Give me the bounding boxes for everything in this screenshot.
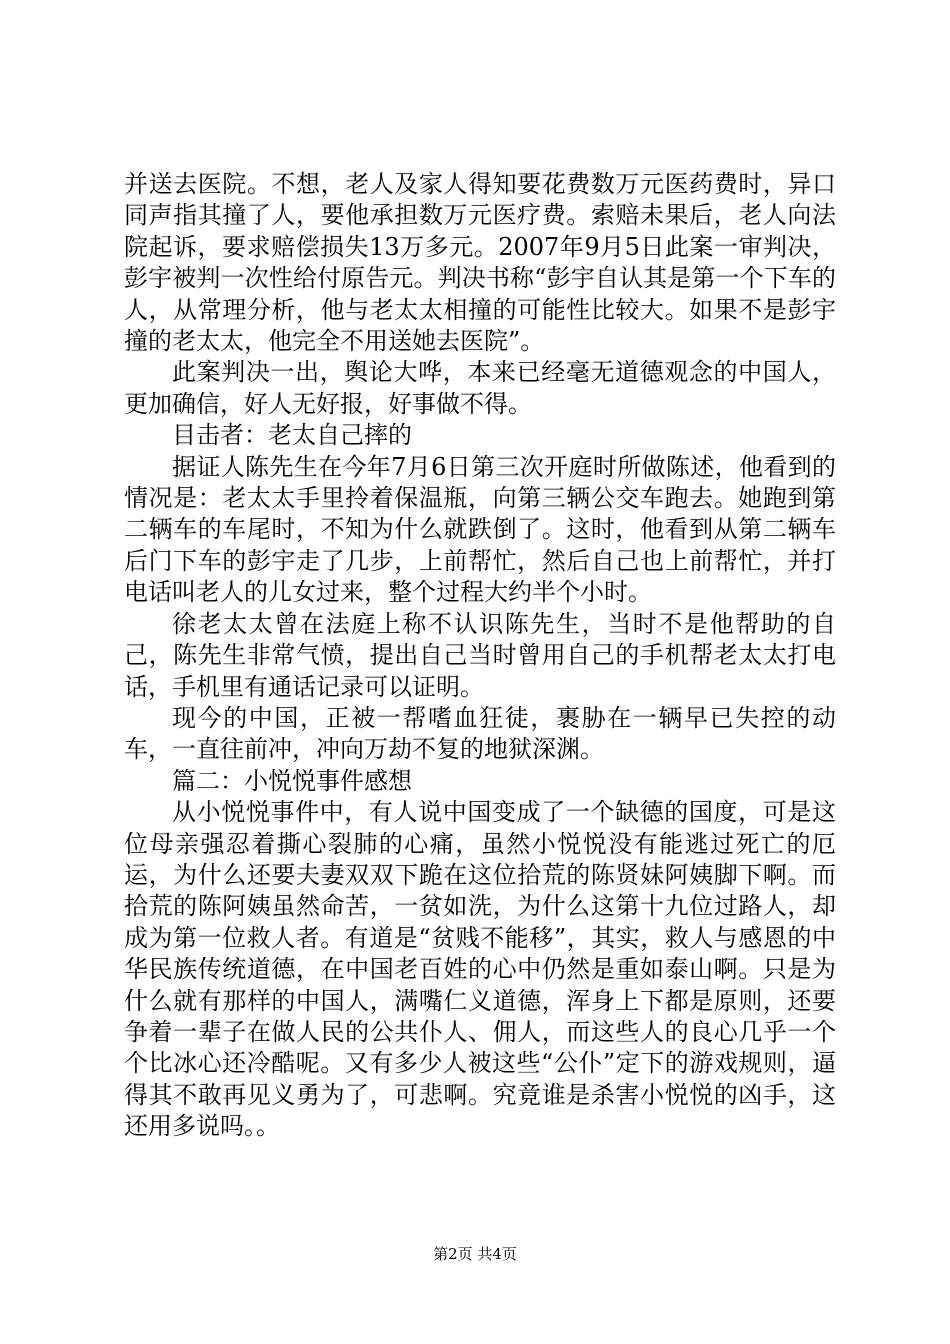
paragraph-court-dispute: 徐老太太曾在法庭上称不认识陈先生，当时不是他帮助的自己，陈先生非常气愤，提出自己当时曾用自己的手机帮老太太打电话，手机里有通话记录可以证明。 [124, 609, 836, 701]
paragraph-xiaoyueyue: 从小悦悦事件中，有人说中国变成了一个缺德的国度，可是这位母亲强忍着撕心裂肺的心痛，虽然小悦悦没有能逃过死亡的厄运，为什么还要夫妻双双下跪在这位拾荒的陈贤妹阿姨脚下啊。而拾荒的陈阿姨虽然命苦，一贫如洗，为什么这第十九位过路人，却成为第一位救人者。有道是“贫贱不能移”，其实，救人与感恩的中华民族传统道德，在中国老百姓的心中仍然是重如泰山啊。只是为什么就有那样的中国人，满嘴仁义道德，浑身上下都是原则，还要争着一辈子在做人民的公共仆人、佣人，而这些人的良心几乎一个个比冰心还冷酷呢。又有多少人被这些“公仆”定下的游戏规则，逼得其不敢再见义勇为了，可悲啊。究竟谁是杀害小悦悦的凶手，这还用多说吗。。 [124, 798, 836, 1141]
page-footer: 第2页 共4页 [433, 1245, 517, 1263]
document-body [124, 169, 836, 1143]
section-heading-witness: 目击者：老太自己摔的 [172, 421, 412, 450]
section-heading-part-two: 篇二：小悦悦事件感想 [172, 766, 412, 795]
paragraph-witness-statement: 据证人陈先生在今年7月6日第三次开庭时所做陈述，他看到的情况是：老太太手里拎着保温瓶，向第三辆公交车跑去。她跑到第二辆车的车尾时，不知为什么就跌倒了。这时，他看到从第二辆车后门下车的彭宇走了几步，上前帮忙，然后自己也上前帮忙，并打电话叫老人的儿女过来，整个过程大约半个小时。 [124, 452, 836, 607]
paragraph-continuation: 并送去医院。不想，老人及家人得知要花费数万元医药费时，异口同声指其撞了人，要他承担数万元医疗费。索赔未果后，老人向法院起诉，要求赔偿损失13万多元。2007年9月5日此案一审判决，彭宇被判一次性给付原告元。判决书称“彭宇自认其是第一个下车的人，从常理分析，他与老太太相撞的可能性比较大。如果不是彭宇撞的老太太，他完全不用送她去医院”。 [124, 170, 836, 356]
paragraph-verdict-reaction: 此案判决一出，舆论大哗，本来已经毫无道德观念的中国人，更加确信，好人无好报，好事做不得。 [124, 358, 836, 418]
paragraph-commentary: 现今的中国，正被一帮嗜血狂徒，裹胁在一辆早已失控的动车，一直往前冲，冲向万劫不复的地狱深渊。 [124, 703, 836, 764]
